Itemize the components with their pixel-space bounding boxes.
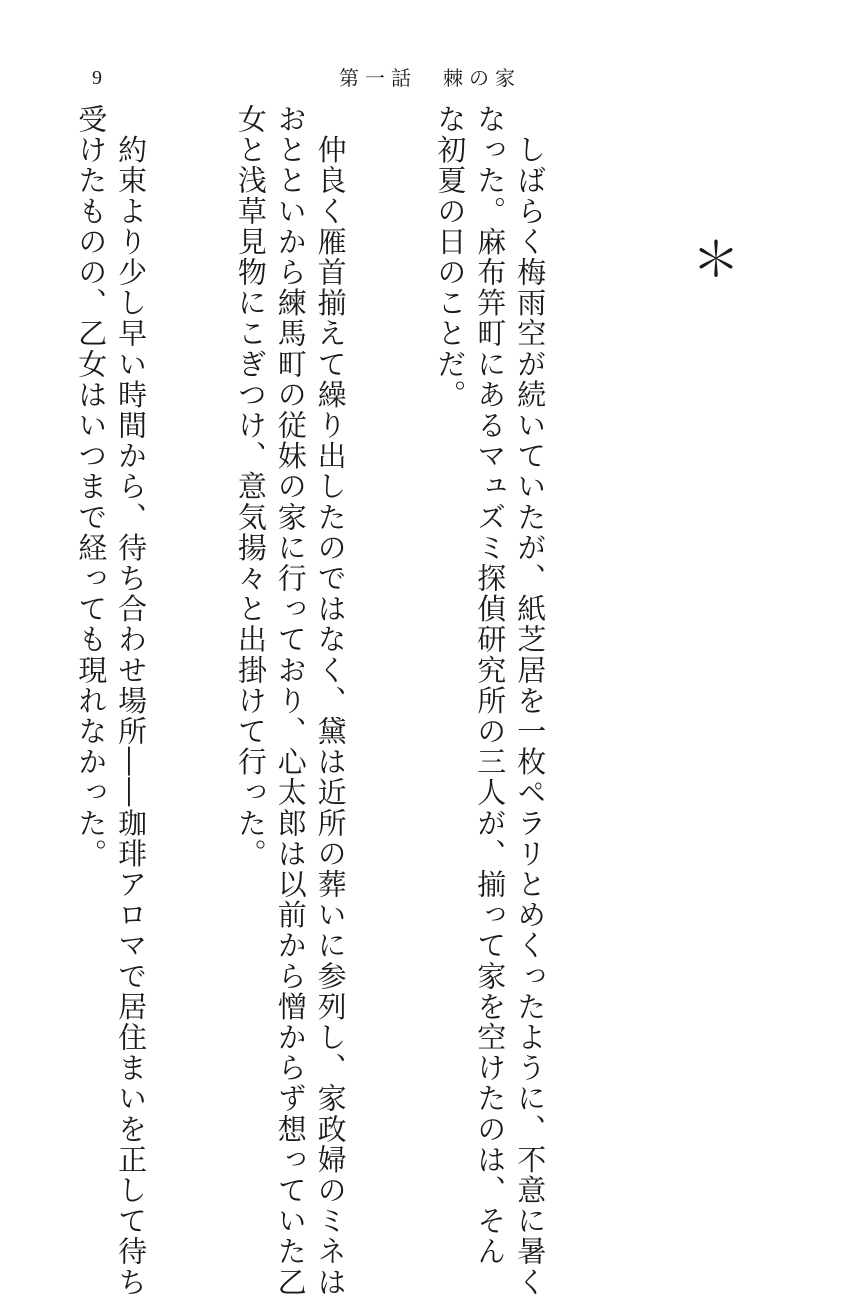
paragraph-1: しばらく梅雨空が続いていたが、紙芝居を一枚ペラリとめくったように、不意に暑く なった。麻布笄町にあるマュズミ探偵研究所の三人が、揃って家を空けたのは、そん な初夏の日のことだ。 [433, 104, 548, 1297]
paragraph-2: 仲良く雁首揃えて繰り出したのではなく、黛は近所の葬いに参列し、家政婦のミネは おとといから練馬町の従妹の家に行っており、心太郎は以前から憎からず想っていた乙 女と浅草見物にこぎつけ、意気揚々と出掛けて行った。 [233, 104, 348, 1297]
page-number: 9 [92, 67, 102, 89]
paragraph-3: 約束より少し早い時間から、待ち合わせ場所――珈琲アロマで居住まいを正して待ち 受けたものの、乙女はいつまで経っても現れなかった。 [74, 104, 149, 1297]
scene-break-asterisk: ＊ [692, 232, 741, 288]
running-title: 第一話 棘の家 [339, 66, 521, 90]
novel-body-text [0, 104, 629, 1297]
